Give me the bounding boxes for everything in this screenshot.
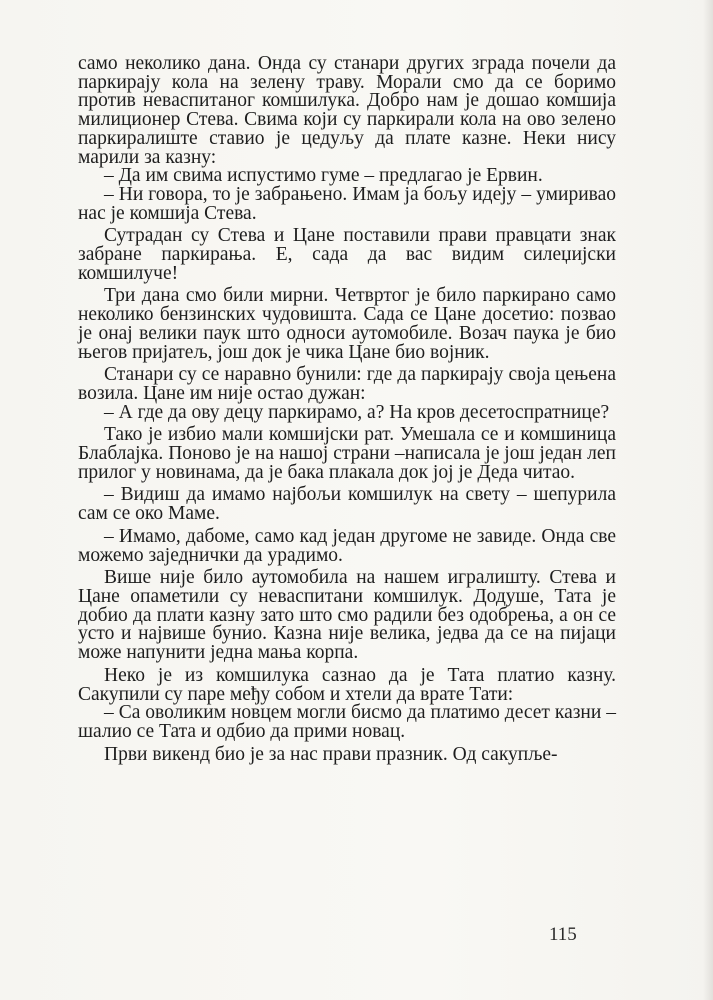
paragraph: – Да им свима испустимо гуме – предлагао је Ервин. [104, 165, 543, 187]
paragraph: само неколико дана. Онда су станари других зграда почели да паркирају кола на зелену траву. Морали смо да се боримо против невaспитаног комшилука. Добро нам је дошао комшија милиционер Стева. Свима који су паркирали кола на ово зелено паркиралиште ставио је цедуљу да плате казне. Неки нису марили за казну: [78, 53, 616, 168]
paragraph: Први викенд био је за нас прави празник. Од сакупље- [104, 743, 558, 765]
paragraph: Сутрадан су Стева и Цане поставили прави правцати знак забране паркирања. Е, сада да вас видим силеџијски комшилуче! [78, 225, 616, 284]
paragraph: Станари су се наравно бунили: где да паркирају своја цењена возила. Цане им није остао дужан: [78, 364, 616, 404]
page-text [78, 55, 616, 764]
paragraph: Три дана смо били мирни. Четвртог је било паркирано само неколико бензинских чудовишта. Сада се Цане досетио: позвао је онај велики паук што односи аутомобиле. Возач паука је био његов пријатељ, још док је чика Цане био војник. [78, 285, 616, 363]
paragraph: – Имамо, дабоме, само кад један другоме не завиде. Онда све можемо заједнички да урадимо. [78, 525, 616, 566]
page-number: 115 [549, 924, 577, 945]
page-edge-shadow [703, 0, 713, 1000]
paragraph: – Са оволиким новцем могли бисмо да платимо десет казни – шалио се Тата и одбио да прими новац. [78, 702, 616, 742]
paragraph: Више није било аутомобила на нашем игралишту. Стева и Цане опаметили су невaспитани комшилук. Додуше, Тата је добио да плати казну зато што смо радили без одобрења, а он се усто и највише бунио. Казна није велика, једва да се на пијаци може напунити једна мања корпа. [78, 567, 616, 664]
paragraph: – А где да ову децу паркирамо, а? На кров десетоспратнице? [104, 401, 610, 423]
paragraph: Неко је из комшилука сазнао да је Тата платио казну. Сакупили су паре међу собом и хтели да врате Тати: [78, 664, 616, 705]
paragraph: Тако је избио мали комшијски рат. Умешала се и комшиница Блаблајка. Поново је на нашој страни –написала је још један леп прилог у новинама, да је бака плакала док јој је Деда читао. [78, 424, 616, 483]
paragraph: – Ни говора, то је забрањено. Имам ја бољу идеју – умиривао нас је комшија Стева. [78, 183, 616, 224]
paragraph: – Видиш да имамо најбољи комшилук на свету – шепурила сам се око Маме. [78, 484, 616, 525]
